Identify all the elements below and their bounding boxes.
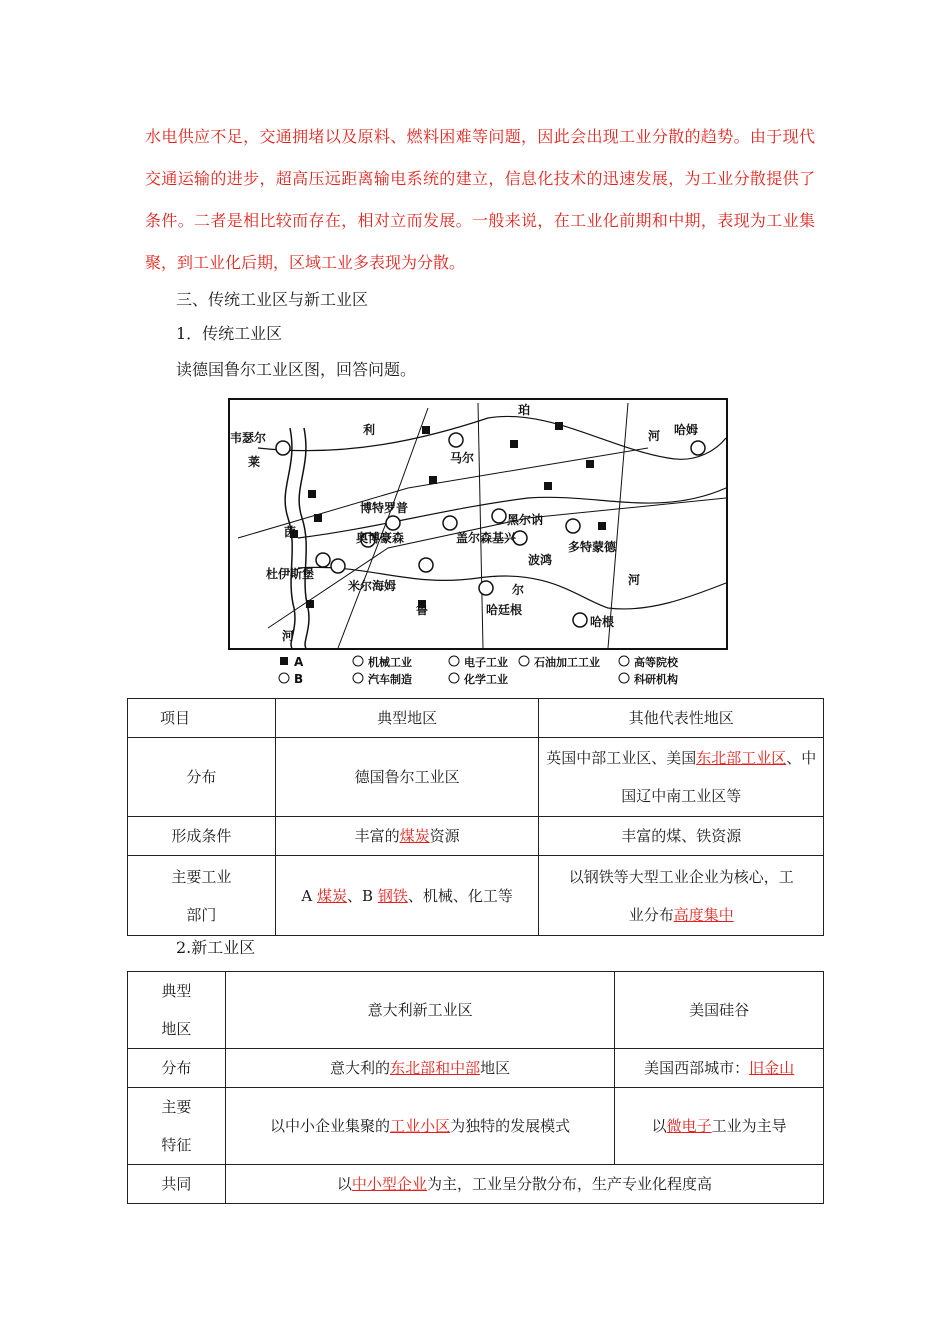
map-label: 鲁 [416,603,429,617]
text-span: 丰富的 [354,827,400,845]
text-span: 美国西部城市： [644,1059,750,1077]
text-span: 特征 [161,1136,192,1154]
text-span: A [301,886,317,905]
table-cell [539,738,824,817]
text-span: 地区 [480,1059,511,1077]
text-span: 、中国辽中南工业区等 [621,749,817,805]
text-span: 为独特的发展模式 [450,1117,571,1135]
text-span: 以 [336,1175,352,1193]
table-cell: 丰富的煤、铁资源 [539,817,824,856]
table-cell [615,1088,824,1165]
text-span: 以 [651,1117,667,1135]
table-cell [128,1088,226,1165]
map-label: 河 [648,429,661,443]
text-span: 为主，工业呈分散分布，生产专业化程度高 [426,1175,712,1193]
table-row [128,738,824,817]
map-label: 杜伊斯堡 [266,567,315,581]
text-span: 东北部工业区 [696,749,787,767]
table-row [128,972,824,1049]
map-label-wesel: 韦瑟尔 [230,431,267,445]
map-label: 米尔海姆 [348,579,397,593]
map-label: 机械工业 [368,656,412,669]
ruhr-industrial-map [228,398,728,688]
map-label: 珀 [518,403,531,417]
table-cell [128,972,226,1049]
subsection-heading-new: 2.新工业区 [176,938,256,957]
map-label: 哈姆 [674,423,699,437]
map-label: 博特罗普 [360,501,409,515]
text-span: 中小型企业 [351,1175,427,1193]
text-span: 业分布 [628,905,674,924]
text-span: 主要工业 [171,867,232,886]
header-item: 项目 [128,699,276,738]
map-label: 石油加工工业 [534,656,600,669]
text-span: 钢铁 [377,886,408,905]
table-cell [275,856,539,936]
text-span: 微电子 [666,1117,712,1135]
map-label: 电子工业 [464,656,508,669]
text-span: 煤炭 [317,886,348,905]
text-span: 以中小企业集聚的 [270,1117,391,1135]
table-cell: 分布 [128,1049,226,1088]
table-row [128,856,824,936]
map-label: 莱 [248,455,261,469]
map-label: 汽车制造 [368,673,412,686]
map-label: 河 [282,629,295,643]
section-heading: 三、传统工业区与新工业区 [176,290,369,309]
table-cell [225,1165,823,1204]
map-label: 河 [628,573,641,587]
text-span: 部门 [186,905,217,924]
table-row [128,1088,824,1165]
table-row [128,1165,824,1204]
map-label: 利 [363,423,376,437]
text-span: 资源 [429,827,460,845]
table-cell [128,856,276,936]
text-span: 高度集中 [673,905,734,924]
text-span: 、B [347,886,378,905]
table-cell: 美国硅谷 [615,972,824,1049]
map-label: 科研机构 [634,673,678,686]
table-cell: 德国鲁尔工业区 [275,738,539,817]
map-instruction: 读德国鲁尔工业区图，回答问题。 [176,360,417,379]
traditional-industry-table [127,698,824,936]
map-label: 尔 [512,583,525,597]
text-span: 典型 [161,982,192,1000]
text-span: 意大利的 [330,1059,391,1077]
table-cell [275,817,539,856]
text-span: 地区 [161,1020,192,1038]
table-row [128,1049,824,1088]
text-span: 、机械、化工等 [407,886,513,905]
table-row [128,817,824,856]
header-typical: 典型地区 [275,699,539,738]
text-span: 主要 [161,1098,192,1116]
map-label: 盖尔森基兴 [456,531,517,545]
map-label: 高等院校 [634,656,678,669]
table-cell: 意大利新工业区 [225,972,614,1049]
map-label: 波鸿 [528,553,553,567]
table-cell [615,1049,824,1088]
map-label: 奥博豪森 [356,531,405,545]
map-label: B [294,672,304,686]
text-span: 旧金山 [749,1059,795,1077]
map-label: 化学工业 [464,673,508,686]
subsection-heading-traditional: 1．传统工业区 [176,324,283,343]
table-cell [225,1049,614,1088]
map-label: 黑尔讷 [507,513,544,527]
map-label: 多特蒙德 [568,540,617,554]
map-label: 马尔 [450,451,475,465]
text-span: 以钢铁等大型工业企业为核心，工 [568,867,794,886]
table-cell: 共同 [128,1165,226,1204]
text-span: 英国中部工业区、美国 [546,749,697,767]
text-span: 工业为主导 [711,1117,787,1135]
intro-paragraph: 水电供应不足，交通拥堵以及原料、燃料困难等问题，因此会出现工业分散的趋势。由于现代交通运输的进步，超高压远距离输电系统的建立，信息化技术的迅速发展，为工业分散提供了条件。二者是相比较而存在，相对立而发展。一般来说，在工业化前期和中期，表现为工业集聚，到工业化后期，区域工业多表现为分散。 [145,127,815,272]
text-span: 东北部和中部 [390,1059,481,1077]
map-legend [279,655,679,686]
row-label-conditions: 形成条件 [128,817,276,856]
map-label: A [294,655,304,669]
table-cell [225,1088,614,1165]
map-label: 哈廷根 [486,603,523,617]
text-span: 煤炭 [399,827,430,845]
map-label: 哈根 [590,615,615,629]
text-span: 工业小区 [390,1117,451,1135]
row-label-distribution: 分布 [128,738,276,817]
table-cell [539,856,824,936]
header-other: 其他代表性地区 [539,699,824,738]
map-label: 茵 [284,525,297,539]
table-row [128,699,824,738]
new-industry-table [127,971,824,1204]
